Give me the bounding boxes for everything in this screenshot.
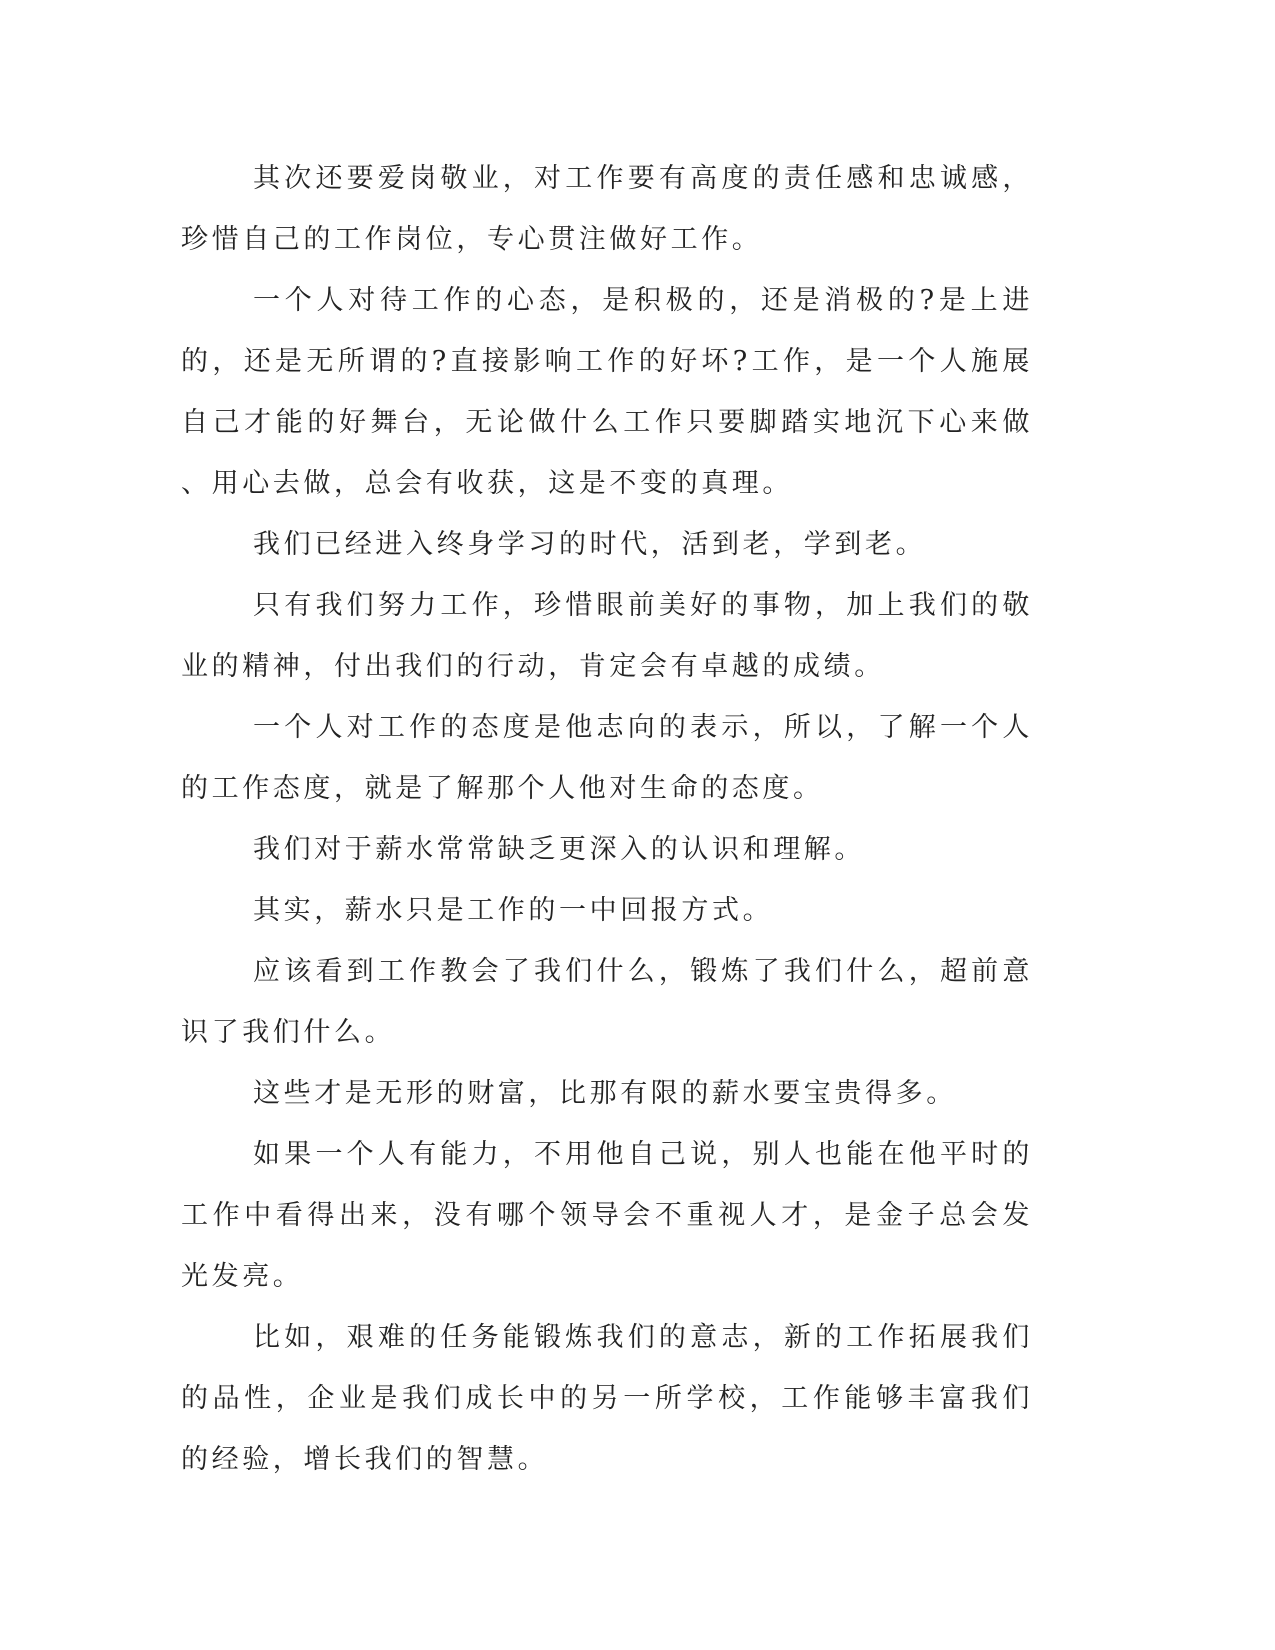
paragraph-9: 这些才是无形的财富，比那有限的薪水要宝贵得多。: [253, 1078, 957, 1109]
paragraph-7: 其实，薪水只是工作的一中回报方式。: [253, 895, 774, 926]
paragraph-2: 一个人对待工作的心态，是积极的，还是消极的?是上进的，还是无所谓的?直接影响工作的好坏?工作，是一个人施展自己才能的好舞台，无论做什么工作只要脚踏实地沉下心来做、用心去做，总会有收获，这是不变的真理。: [181, 285, 1033, 499]
paragraph-10: 如果一个人有能力，不用他自己说，别人也能在他平时的工作中看得出来，没有哪个领导会不重视人才，是金子总会发光发亮。: [181, 1139, 1033, 1292]
document-body: [181, 148, 1033, 1490]
paragraph-5: 一个人对工作的态度是他志向的表示，所以，了解一个人的工作态度，就是了解那个人他对生命的态度。: [181, 712, 1033, 804]
paragraph-8: 应该看到工作教会了我们什么，锻炼了我们什么，超前意识了我们什么。: [181, 956, 1033, 1048]
paragraph-11: 比如，艰难的任务能锻炼我们的意志，新的工作拓展我们的品性，企业是我们成长中的另一所学校，工作能够丰富我们的经验，增长我们的智慧。: [181, 1322, 1033, 1475]
paragraph-1: 其次还要爱岗敬业，对工作要有高度的责任感和忠诚感，珍惜自己的工作岗位，专心贯注做好工作。: [181, 163, 1033, 255]
paragraph-4: 只有我们努力工作，珍惜眼前美好的事物，加上我们的敬业的精神，付出我们的行动，肯定会有卓越的成绩。: [181, 590, 1033, 682]
paragraph-3: 我们已经进入终身学习的时代，活到老，学到老。: [253, 529, 927, 560]
paragraph-6: 我们对于薪水常常缺乏更深入的认识和理解。: [253, 834, 865, 865]
